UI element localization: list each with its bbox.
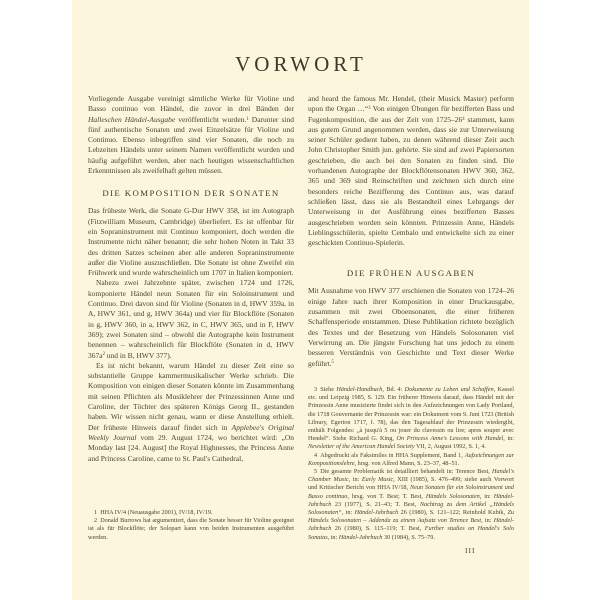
section-heading-komposition: DIE KOMPOSITION DER SONATEN	[102, 188, 280, 199]
footnote-5: 5 Die gesamte Problematik ist detailliert behandelt in: Terence Best, Handel's Chamber Music, in: Early Music, XIII (1985), S. 476–499; siehe auch Vorwort und Kritischer Bericht von HHA IV/18, Neun Sonaten für ein Soloinstrument und Basso continuo, hrsg. von T. Best; T. Best, Händels Solosonaten, in: Händel-Jahrbuch 23 (1977), S. 21–43; T. Best, Nachtrag zu dem Artikel „Händels Solosonaten“, in: Händel-Jahrbuch 26 (1980), S. 121–122; Reinhold Kubik, Zu Händels Solosonaten – Addenda zu einem Aufsatz von Terence Best, in: Händel-Jahrbuch 26 (1980), S. 115–119; T. Best, Further studies on Handel's Solo Sonatas, in: Händel-Jahrbuch 30 (1984), S. 75–79.	[308, 468, 515, 541]
book-page	[72, 0, 529, 600]
page-content	[88, 0, 514, 600]
page-title: VORWORT	[235, 52, 367, 76]
paragraph-continuation: and heard the famous Mr. Hendel, (their Musick Master) perform upon the Organ …“$^3$ Von einigen Übungen für bezifferten Bass und Fugenkomposition, die aus der Zeit von $1725-26^4$ stammen, kann aus gutem Grund angenommen werden, dass sie zur Unterweisung seiner Schüler gedient haben, zu denen während dieser Zeit auch John Christopher Smith jun. gehörte. Sie sind auf zwei Papiersorten geschrieben, die auch bei den Sonaten zu finden sind. Die vorhandenen Autographe der Blockflötensonaten HWV 360, 362, 365 und 369 sind Reinschriften und zeichnen sich durch eine besonders reiche Bezifferung des Continuo aus, was darauf schließen lässt, dass sie als Bestandteil eines Lehrgangs der Unterweisung in der Ausführung eines bezifferten Basses ausgeschrieben worden sein könnten. Prinzessin Anne, Händels Lieblingsschülerin, spielte Cembalo und entwickelte sich zu einer geschickten Continuo-Spielerin.	[308, 94, 515, 248]
footnotes-left	[88, 509, 294, 542]
paragraph: Mit Ausnahme von HWV 377 erschienen die Sonaten von 1724–26 einige Jahre nach ihrer Komposition in einer Druckausgabe, zusammen mit zwei Oboensonaten, die einer früheren Schaffensperiode entstammen. Diese Publikation richtete bezüglich des Textes und der Besetzung von Händels Solosonaten viel Verwirrung an. Die jüngste Forschung hat uns jedoch zu einem besseren Verständnis von Geschichte und Text dieser Werke geführt.$^5$	[308, 286, 514, 368]
footnote-3: 3 Siehe Händel-Handbuch, Bd. 4: Dokumente zu Leben und Schaffen, Kassel etc. und Leipzig 1985, S. 129. Ein früherer Hinweis darauf, dass Händel mit der Prinzessin Anne musizierte findet sich in den Aufzeichnungen von Lady Portland, die 1718 Gouvernante der Prinzessin war: ein Dokument vom 9. Juni 1723 (British Library, Egerton 1717, f. 78), das den Tagesablauf der Prinzessin wiedergibt, enthält Folgendes: „à jusqu'à 5 ou jouer du clavessin ou lire; apres souper avec Hendel“. Siehe Richard G. King, On Princess Anne's Lessons with Handel, in: Newsletter of the American Handel Society VII, 2, August 1992, S. 1, 4.	[308, 386, 515, 451]
paragraph: Das früheste Werk, die Sonate G-Dur HWV 358, ist im Autograph (Fitzwilliam Museum, Cambridge) überliefert. Es ist offenbar für ein Sopraninstrument mit Continuo komponiert, doch werden die Instrumente nicht näher benannt; die sehr hohen Noten in Takt 33 des dritten Satzes scheinen aber alle anderen Sopraninstrumente außer die Violine auszuschließen. Die Sonate ist ohne Zweifel ein Frühwerk und wurde wahrscheinlich um 1707 in Italien komponiert.	[88, 206, 294, 278]
text-columns	[88, 94, 514, 600]
right-column	[308, 94, 514, 600]
footnotes-right	[308, 386, 514, 542]
footnote-1: 1 HHA IV/4 (Neuausgabe 2001), IV/18, IV/19.	[94, 509, 213, 516]
footnote-2: 2 Donald Burrows hat argumentiert, dass die Sonate besser für Violine geeignet ist als für Blockflöte; der Solopart kann von beiden Instrumenten ausgeführt werden.	[88, 517, 294, 541]
section-heading-ausgaben: DIE FRÜHEN AUSGABEN	[346, 268, 476, 279]
left-column	[88, 94, 294, 600]
paragraph: Nahezu zwei Jahrzehnte später, zwischen 1724 und 1726, komponierte Händel neun Sonaten für ein Soloinstrument und Continuo. Drei davon sind für Violine (Sonaten in d, HWV 359a, in A, HWV 361, und g, HWV 364a) und vier für Blockflöte (Sonaten in g, HWV 360, in a, HWV 362, in C, HWV 365, und in F, HWV 369); zwei Sonaten sind – obwohl die Autographe kein Instrument benennen – wahrscheinlich für Blockflöte (Sonaten in d, HWV $367a^2$ und in B, HWV 377).	[88, 278, 294, 360]
paragraph: Es ist nicht bekannt, warum Händel zu dieser Zeit eine so substantielle Gruppe kammermusikalischer Werke schrieb. Die Komposition von einigen dieser Sonaten könnte im Zusammenhang mit seinen Pflichten als Musiklehrer der Prinzessinnen Anne und Caroline, der Töchter des späteren Königs Georg II., gestanden haben. Wir wissen nicht genau, wann er diese Anstellung erhielt. Der früheste Hinweis darauf findet sich in Applebee's Original Weekly Journal vom 29. August 1724, wo berichtet wird: „On Monday last [24. August] the Royal Highnesses, the Princess Anne and Princess Caroline, came to St. Paul's Cathedral,	[88, 360, 294, 463]
footnote-4: 4 Abgedruckt als Faksimiles in HHA Supplement, Band 1, Aufzeichnungen zur Kompositionslehre, hrsg. von Alfred Mann, S. 23–37, 48–51.	[308, 451, 514, 467]
page-number: III	[465, 546, 476, 555]
paragraph-intro: Vorliegende Ausgabe vereinigt sämtliche Werke für Violine und Basso continuo von Händel, die zuvor in drei Bänden der Halleschen Händel-Ausgabe veröffentlicht wurden.$^1$ Darunter sind fünf authentische Sonaten und zwei Einzelsätze für Violine und Continuo. Ebenso inbegriffen sind vier Sonaten, die noch zu Lebzeiten Händels unter seinem Namen veröffentlicht wurden und häufig aufgeführt werden, aber nach heutigen wissenschaftlichen Erkenntnissen als zweifelhaft gelten müssen.	[88, 94, 294, 176]
